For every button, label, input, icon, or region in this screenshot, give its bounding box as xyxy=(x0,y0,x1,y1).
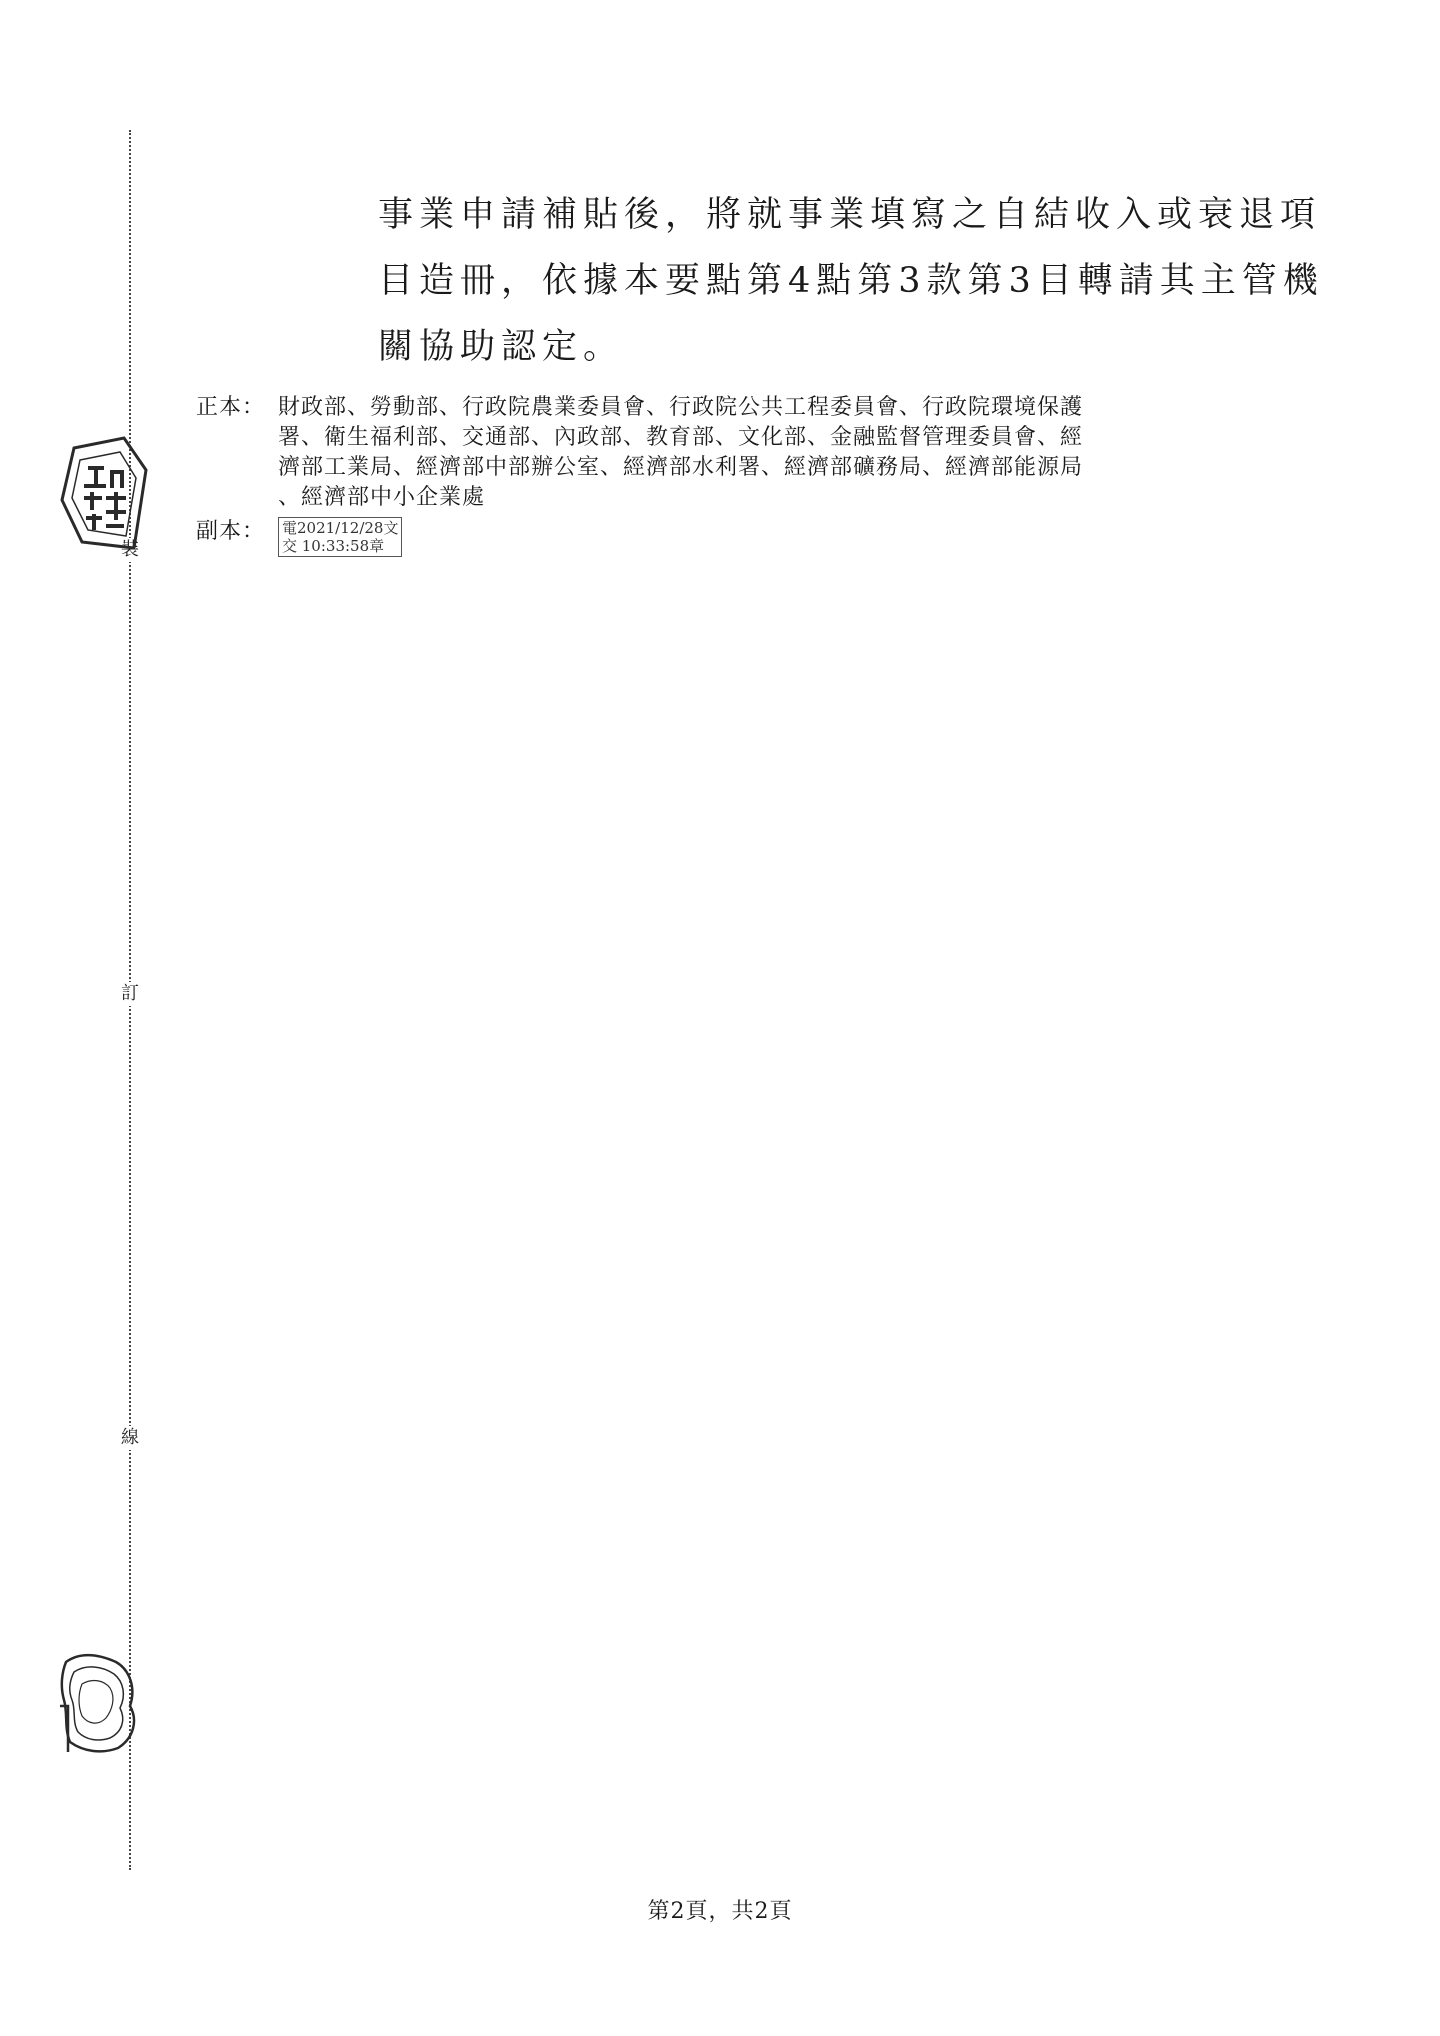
body-line-1: 事業申請補貼後，將就事業填寫之自結收入或衰退項 xyxy=(378,195,1322,235)
stamp-time-row: 交 10:33:58章 xyxy=(282,537,385,555)
letter-body xyxy=(378,182,1324,380)
main-recipients-line: 濟部工業局、經濟部中部辦公室、經濟部水利署、經濟部礦務局、經濟部能源局 xyxy=(278,455,1084,480)
electronic-exchange-stamp xyxy=(278,517,402,557)
body-line-3: 關協助認定。 xyxy=(378,327,625,367)
official-seal-top xyxy=(54,430,154,560)
main-recipients-line: 、經濟部中小企業處 xyxy=(278,485,486,510)
main-recipients-list xyxy=(278,393,1276,513)
main-recipients-label: 正本： xyxy=(196,395,266,420)
cc-recipients-list xyxy=(278,517,1276,560)
official-seal-bottom xyxy=(58,1648,140,1756)
body-line-2: 目造冊，依據本要點第4點第3款第3目轉請其主管機 xyxy=(378,261,1324,301)
page-number: 第2頁，共2頁 xyxy=(647,1899,793,1924)
binding-mark-zhuang: 裝 xyxy=(118,538,142,562)
binding-mark-ding: 訂 xyxy=(118,982,142,1006)
recipients-block xyxy=(196,393,1276,560)
main-recipients-line: 署、衛生福利部、交通部、內政部、教育部、文化部、金融監督管理委員會、經 xyxy=(278,425,1084,450)
cc-recipients-label: 副本： xyxy=(196,519,266,544)
cc-recipients xyxy=(196,517,1276,560)
main-recipients xyxy=(196,393,1276,513)
binding-mark-xian: 線 xyxy=(118,1426,142,1450)
main-recipients-line: 財政部、勞動部、行政院農業委員會、行政院公共工程委員會、行政院環境保護 xyxy=(278,395,1084,420)
stamp-date-row: 電2021/12/28文 xyxy=(282,519,399,537)
